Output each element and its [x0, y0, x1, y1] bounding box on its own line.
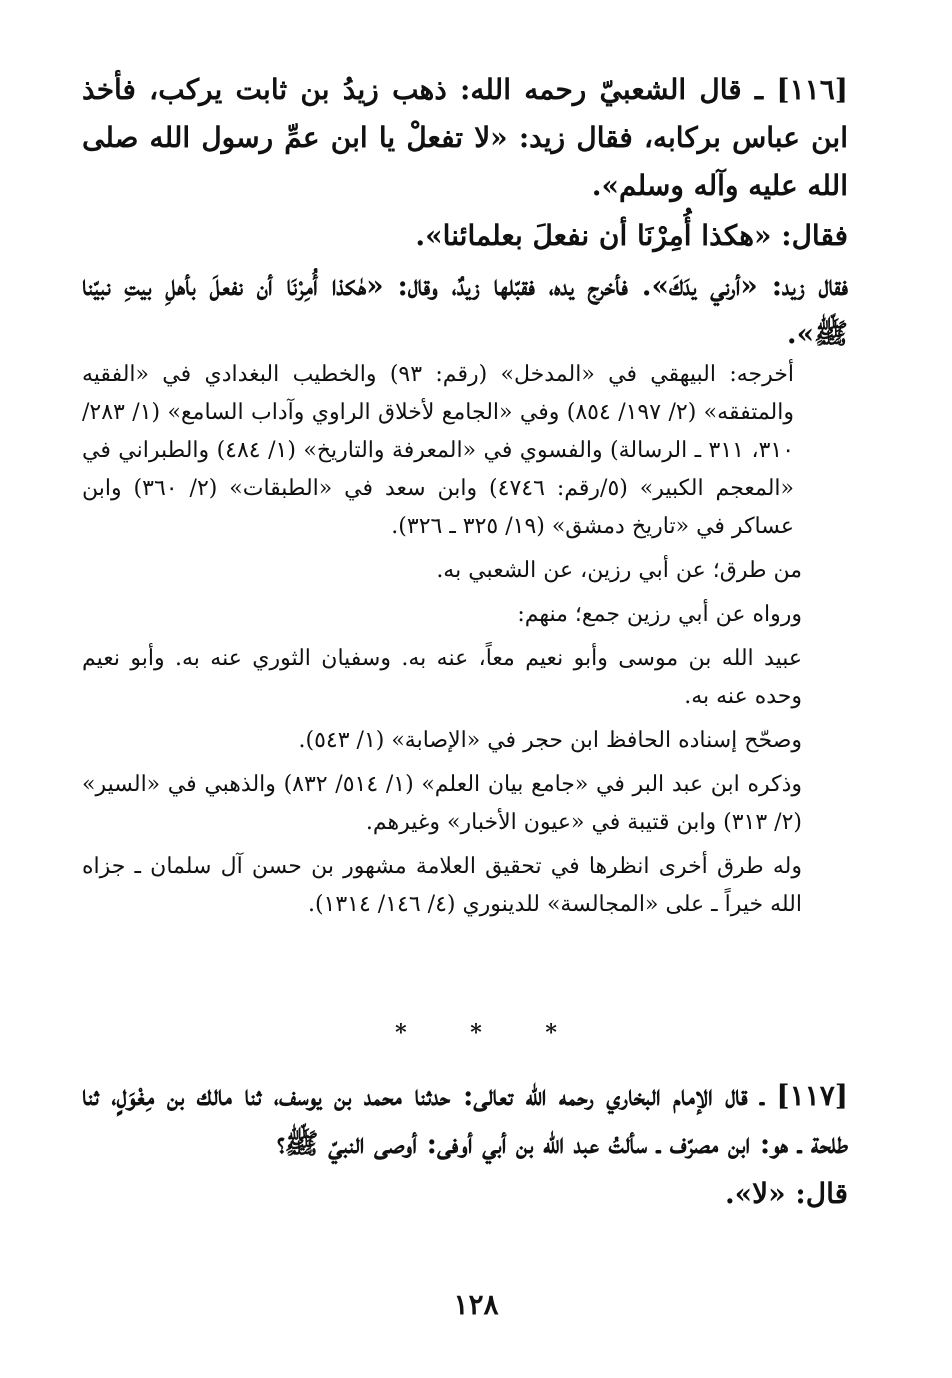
hadith-117 [82, 1072, 848, 1218]
note-paragraph: وله طرق أخرى انظرها في تحقيق العلامة مشهور بن حسن آل سلمان ـ جزاه الله خيراً ـ على «المجالسة» للدينوري (٤/ ١٤٦/ ١٣١٤). [82, 854, 802, 917]
note-paragraph: ورواه عن أبي رزين جمع؛ منهم: [517, 602, 802, 627]
section-separator: * * * [395, 1020, 585, 1046]
note-paragraph: عبيد الله بن موسى وأبو نعيم معاً، عنه به. وسفيان الثوري عنه به. وأبو نعيم وحده عنه به. [82, 646, 802, 709]
hadith-116-paragraph: [١١٦] ـ قال الشعبيّ رحمه الله: ذهب زيدُ بن ثابت يركب، فأخذ ابن عباس بركابه، فقال زيد: «لا تفعلْ يا ابن عمِّ رسول الله صلى الله عليه وآله وسلم». [82, 73, 848, 202]
page-number: ١٢٨ [453, 1288, 499, 1321]
note-paragraph: وصحّح إسناده الحافظ ابن حجر في «الإصابة» (١/ ٥٤٣). [298, 728, 802, 753]
hadith-117-paragraph: [١١٧] ـ قال الإمام البخاري رحمه الله تعالى: حدثنا محمد بن يوسف، ثنا مالك بن مِغْوَلٍ، ثنا طلحة ـ هو: ابن مصرّف ـ سألتُ عبد الله بن أبي أوفى: أوصى النبيّ ﷺ؟ [82, 1079, 848, 1160]
note-paragraph: أخرجه: البيهقي في «المدخل» (رقم: ٩٣) والخطيب البغدادي في «الفقيه والمتفقه» (٢/ ١٩٧/ ٨٥٤) وفي «الجامع لأخلاق الراوي وآداب السامع» (١/ ٢٨٣/ ٣١٠، ٣١١ ـ الرسالة) والفسوي في «المعرفة والتاريخ» (١/ ٤٨٤) والطبراني في «المعجم الكبير» (٥/رقم: ٤٧٤٦) وابن سعد في «الطبقات» (٢/ ٣٦٠) وابن عساكر في «تاريخ دمشق» (١٩/ ٣٢٥ ـ ٣٢٦). [82, 362, 795, 539]
hadith-116-paragraph: فقال: «هكذا أُمِرْنَا أن نفعلَ بعلمائنا». [415, 219, 848, 252]
note-paragraph: من طرق؛ عن أبي رزين، عن الشعبي به. [436, 558, 802, 583]
footnotes-116 [82, 356, 848, 930]
hadith-116 [82, 66, 848, 358]
note-paragraph: وذكره ابن عبد البر في «جامع بيان العلم» (١/ ٥١٤/ ٨٣٢) والذهبي في «السير» (٢/ ٣١٣) وابن قتيبة في «عيون الأخبار» وغيرهم. [82, 772, 803, 835]
hadith-116-paragraph: فقال زيد: «أرني يدَكَ». فأخرج يده، فقبّلها زيدٌ، وقال: «هٰكذا أُمِرْنَا أن نفعلَ بأهلِ بيتِ نبيّنا ﷺ». [82, 269, 848, 350]
hadith-117-paragraph: قال: «لا». [724, 1177, 848, 1210]
